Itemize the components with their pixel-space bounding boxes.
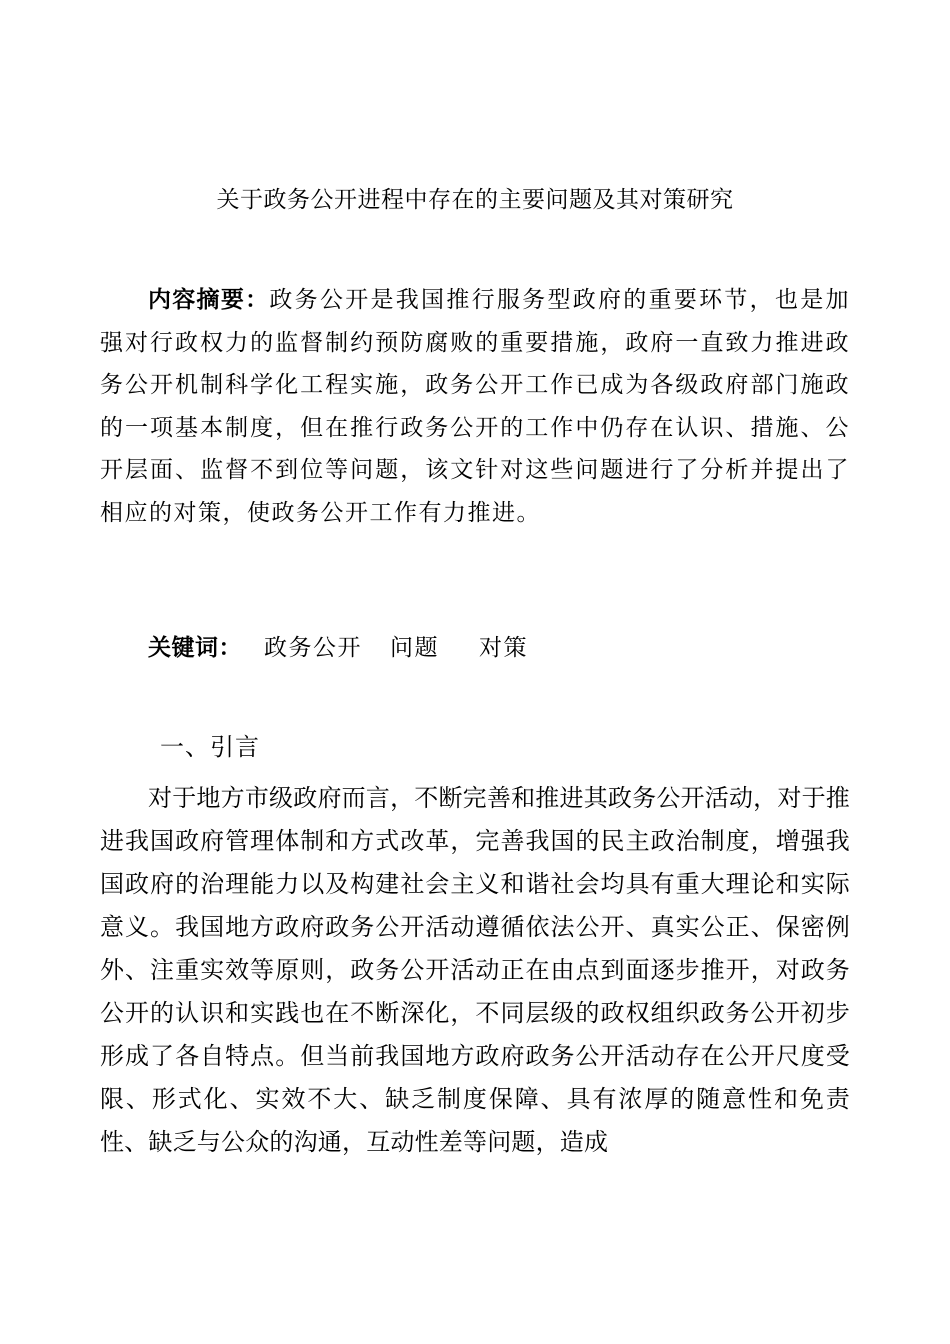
keywords-line xyxy=(148,628,528,668)
abstract-paragraph xyxy=(100,279,850,534)
keyword-item: 政务公开 xyxy=(264,635,362,661)
abstract-label: 内容摘要： xyxy=(148,287,270,313)
keyword-item: 问题 xyxy=(390,635,439,661)
document-title: 关于政务公开进程中存在的主要问题及其对策研究 xyxy=(216,187,734,213)
keyword-item: 对策 xyxy=(479,635,528,661)
abstract-text: 政务公开是我国推行服务型政府的重要环节，也是加强对行政权力的监督制约预防腐败的重要措施，政府一直致力推进政务公开机制科学化工程实施，政务公开工作已成为各级政府部门施政的一项基本制度，但在推行政务公开的工作中仍存在认识、措施、公开层面、监督不到位等问题，该文针对这些问题进行了分析并提出了相应的对策，使政务公开工作有力推进。 xyxy=(100,287,851,526)
section-paragraph: 对于地方市级政府而言，不断完善和推进其政务公开活动，对于推进我国政府管理体制和方式改革，完善我国的民主政治制度，增强我国政府的治理能力以及构建社会主义和谐社会均具有重大理论和实际意义。我国地方政府政务公开活动遵循依法公开、真实公正、保密例外、注重实效等原则，政务公开活动正在由点到面逐步推开，对政务公开的认识和实践也在不断深化，不同层级的政权组织政务公开初步形成了各自特点。但当前我国地方政府政务公开活动存在公开尺度受限、形式化、实效不大、缺乏制度保障、具有浓厚的随意性和免责性、缺乏与公众的沟通，互动性差等问题，造成 xyxy=(100,784,850,1156)
section-heading-introduction: 一、引言 xyxy=(160,733,260,761)
keywords-label: 关键词： xyxy=(148,635,242,661)
